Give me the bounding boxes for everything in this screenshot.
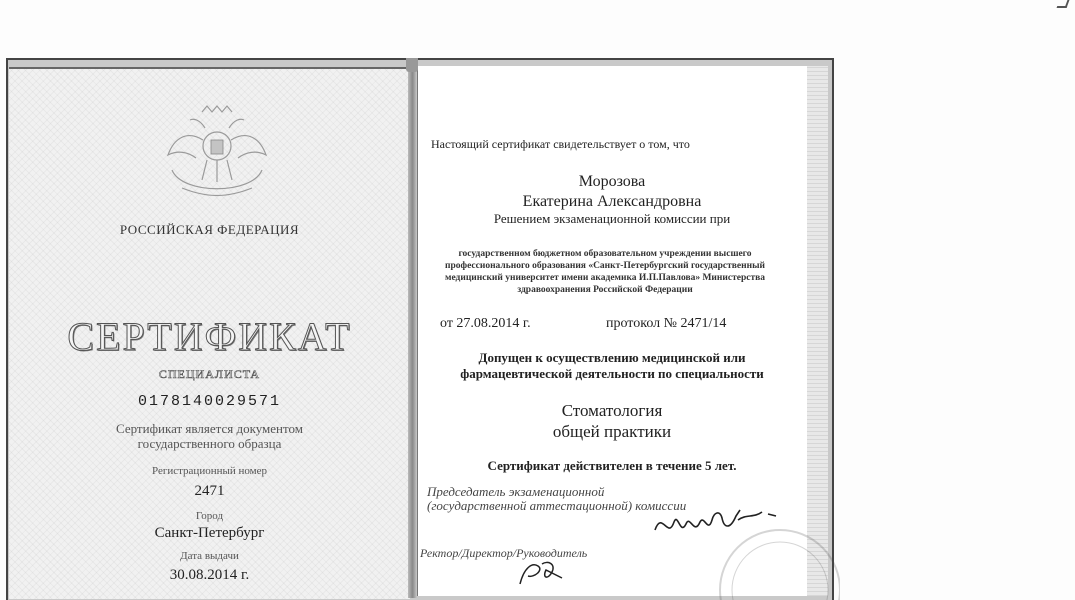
registration-label: Регистрационный номер: [151, 465, 268, 477]
holder-given-names: Екатерина Александровна: [522, 193, 702, 210]
serial-number: 0178140029571: [137, 393, 282, 410]
city-value: Санкт-Петербург: [154, 525, 265, 541]
chairman-line-1: Председатель экзаменационной: [427, 484, 605, 499]
note-line-2: государственного образца: [137, 436, 282, 451]
admitted-line-2: фармацевтической деятельности по специальности: [460, 366, 764, 381]
rector-title: Ректор/Директор/Руководитель: [420, 546, 588, 560]
city-label: Город: [195, 510, 224, 522]
specialty: [417, 400, 807, 442]
specialty-line-1: Стоматология: [561, 401, 663, 420]
corner-mark: [1057, 0, 1070, 8]
admission-statement: [425, 350, 799, 382]
institution-line-2: профессионального образования «Санкт-Петербургский государственный: [445, 261, 765, 271]
chairman-signature-icon: [650, 500, 780, 545]
holder-surname: Морозова: [578, 173, 646, 190]
coat-of-arms-icon: [162, 100, 272, 200]
institution-name: [425, 248, 785, 296]
institution-line-3: медицинский университет имени академика И.П.Павлова» Министерства: [444, 273, 765, 283]
institution-line-4: здравоохранения Российской Федерации: [517, 285, 693, 295]
chairman-line-2: (государственной аттестационной) комиссии: [427, 498, 687, 513]
country-name: РОССИЙСКАЯ ФЕДЕРАЦИЯ: [119, 222, 300, 237]
certificate-subtitle: СПЕЦИАЛИСТА: [158, 367, 261, 381]
page-edge: [807, 66, 828, 596]
registration-number: 2471: [194, 483, 225, 499]
institution-line-1: государственном бюджетном образовательном учреждении высшего: [458, 249, 752, 259]
issue-date-value: 30.08.2014 г.: [169, 567, 250, 583]
chairman-title: [427, 485, 686, 513]
validity-statement: Сертификат действителен в течение 5 лет.: [487, 458, 737, 473]
commission-decision: Решением экзаменационной комиссии при: [493, 211, 731, 226]
exam-date: от 27.08.2014 г.: [440, 316, 531, 331]
protocol-number: протокол № 2471/14: [606, 316, 727, 331]
certificate-title: СЕРТИФИКАТ: [67, 314, 352, 359]
rector-signature-icon: [512, 558, 582, 585]
issue-date-label: Дата выдачи: [180, 550, 239, 562]
ribbon-icon: [406, 58, 418, 72]
certificate-intro: Настоящий сертификат свидетельствует о том, что: [431, 137, 690, 151]
admitted-line-1: Допущен к осуществлению медицинской или: [478, 350, 746, 365]
specialty-line-2: общей практики: [552, 422, 672, 441]
state-document-note: [9, 421, 410, 451]
note-line-1: Сертификат является документом: [116, 421, 303, 436]
